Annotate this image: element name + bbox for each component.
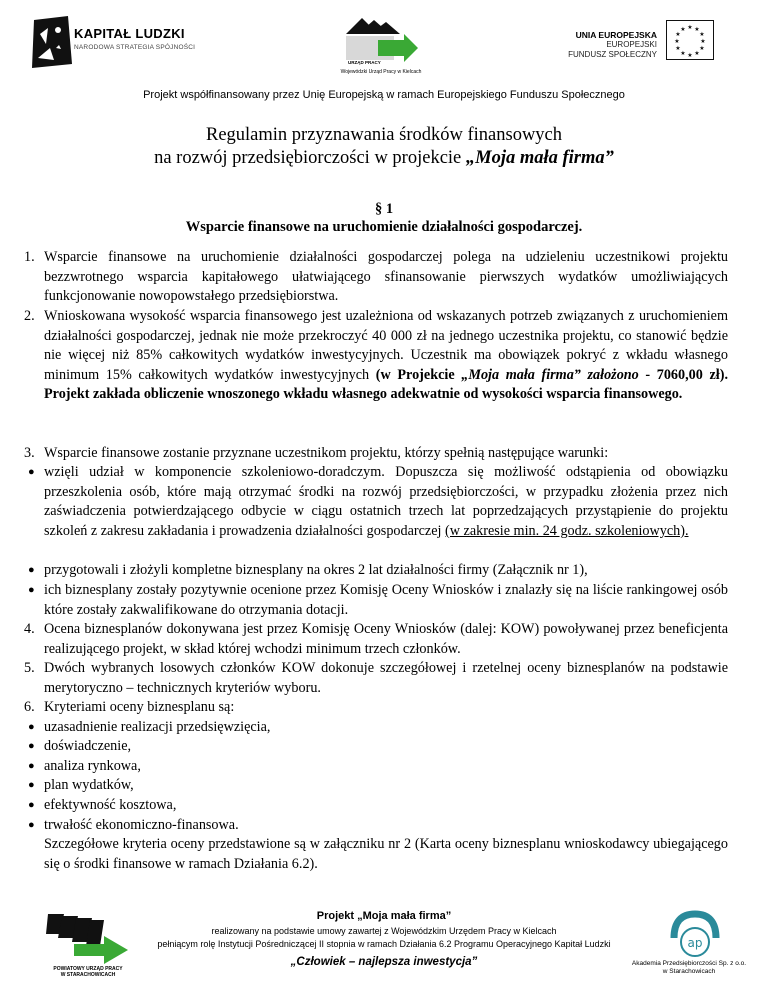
paragraph-3: Wsparcie finansowe zostanie przyznane uczestnikom projektu, którzy spełnią następujące warunki: [44, 445, 609, 461]
condition-1-text: wzięli udział w komponencie szkoleniowo-doradczym. Dopuszcza się możliwość odstąpienia od obowiązku przeszkolenia osób, które mają otrzymać środki na rozwój przedsiębiorczości, w przypadku złożenia przez nich zaświadczenia potwierdzającego odbycie w ciągu ostatnich trzech lat poprzedzających przystąpienie do projektu szkoleń z zakresu zakładania i prowadzenia działalności gospodarczej [44, 464, 728, 539]
paragraph-2-text: Wnioskowana wysokość wsparcia finansowego jest uzależniona od wskazanych potrzeb związanych z uruchomieniem działalności gospodarczej, jednak nie może przekroczyć 40 000 zł na jednego uczestnika projektu, co stanowić będzie nie więcej niż 85% całkowitych wydatków inwestycyjnych. Uczestnik ma obowiązek pokryć z wkładu własnego minimum 15% całkowitych wydatków inwestycyjnych [44, 308, 728, 383]
eu-fund-line2: FUNDUSZ SPOŁECZNY [568, 50, 657, 59]
item-marker-2: 2. [24, 308, 35, 324]
section-heading: Wsparcie finansowe na uruchomienie działalności gospodarczej. [185, 219, 583, 235]
item-marker-1: 1. [24, 249, 35, 265]
condition-1 [44, 463, 728, 541]
bullet-icon: ● [28, 779, 35, 791]
cofinance-note: Projekt współfinansowany przez Unię Europejską w ramach Europejskiego Funduszu Społecznego [143, 89, 625, 101]
eu-title: UNIA EUROPEJSKA [575, 30, 657, 40]
svg-text:★: ★ [699, 45, 705, 52]
kapital-ludzki-title: KAPITAŁ LUDZKI [74, 26, 185, 41]
title-line2 [40, 147, 728, 170]
wup-caption: Wojewódzki Urząd Pracy w Kielcach [340, 69, 422, 75]
bullet-icon: ● [28, 584, 35, 596]
paragraph-4: Ocena biznesplanów dokonywana jest przez Komisję Oceny Wniosków (dalej: KOW) powoływanej przez beneficjenta realizującego projekt, w skład której wchodzi minimum trzech członków. [44, 621, 728, 657]
svg-text:★: ★ [675, 31, 681, 38]
pup-caption-line2: W STARACHOWICACH [60, 972, 116, 978]
condition-2: przygotowali i złożyli kompletne biznesplany na okres 2 lat działalności firmy (Załącznik nr 1), [44, 562, 588, 578]
criterion-item: uzasadnienie realizacji przedsięwzięcia, [44, 719, 271, 735]
svg-text:★: ★ [675, 45, 681, 52]
item-marker-3: 3. [24, 445, 35, 461]
eu-fund [555, 40, 657, 60]
criterion-item: plan wydatków, [44, 777, 134, 793]
item-marker-4: 4. [24, 621, 35, 637]
svg-text:★: ★ [687, 52, 693, 59]
criterion-item: doświadczenie, [44, 738, 132, 754]
adp-logo [668, 908, 722, 960]
footer-line1: realizowany na podstawie umowy zawartej z Wojewódzkim Urzędem Pracy w Kielcach [211, 926, 557, 936]
paragraph-2-bold-a: (w Projekcie [375, 366, 462, 383]
svg-text:★: ★ [699, 31, 705, 38]
footer-slogan: „Człowiek – najlepsza inwestycja” [290, 956, 478, 968]
eu-fund-line1: EUROPEJSKI [606, 40, 657, 49]
eu-flag-icon [666, 20, 714, 60]
adp-caption-line2: w Starachowicach [662, 968, 716, 975]
footer-line2: pełniącym rolę Instytucji Pośredniczącej II stopnia w ramach Działania 6.2 Programu Operacyjnego Kapitał Ludzki [157, 939, 611, 949]
svg-text:★: ★ [680, 26, 686, 33]
bullet-icon: ● [28, 466, 35, 478]
paragraph-6: Kryteriami oceny biznesplanu są: [44, 699, 235, 715]
item-marker-5: 5. [24, 660, 35, 676]
closing-paragraph: Szczegółowe kryteria oceny przedstawione są w załączniku nr 2 (Karta oceny biznesplanu wnioskodawcy ubiegającego się o środki finansowe w ramach Działania 6.2). [44, 836, 728, 872]
svg-text:★: ★ [687, 24, 693, 31]
paragraph-2 [44, 307, 728, 405]
bullet-icon: ● [28, 819, 35, 831]
item-marker-6: 6. [24, 699, 35, 715]
adp-caption-line1: Akademia Przedsiębiorczości Sp. z o.o. [631, 960, 747, 967]
svg-text:ap: ap [687, 936, 703, 950]
svg-text:★: ★ [680, 50, 686, 57]
document-title [40, 124, 728, 170]
bullet-icon: ● [28, 740, 35, 752]
criterion-item: efektywność kosztowa, [44, 797, 177, 813]
bullet-icon: ● [28, 721, 35, 733]
svg-text:★: ★ [700, 38, 706, 45]
title-line1: Regulamin przyznawania środków finansowych [205, 125, 563, 145]
paragraph-2-bold-b: - 7060,00 zł). Projekt zakłada obliczenie wnoszonego wkładu własnego adekwatnie od wysokości wsparcia finansowego. [44, 366, 728, 403]
title-project-name: „Moja mała firma” [465, 148, 614, 168]
paragraph-2-bold-italic: „Moja mała firma” założono [461, 366, 639, 383]
kapital-ludzki-subtitle: NARODOWA STRATEGIA SPÓJNOŚCI [74, 44, 196, 51]
condition-1-underline: (w zakresie min. 24 godz. szkoleniowych). [445, 522, 689, 539]
kapital-ludzki-logo [28, 14, 198, 72]
criterion-item: trwałość ekonomiczno-finansowa. [44, 817, 239, 833]
bullet-icon: ● [28, 564, 35, 576]
bullet-icon: ● [28, 760, 35, 772]
paragraph-1: Wsparcie finansowe na uruchomienie działalności gospodarczej polega na udzieleniu uczestnikowi projektu bezzwrotnego wsparcia kapitałowego ułatwiającego sfinansowanie pierwszych wydatków umożliwiających funkcjonowanie nowopowstałego przedsiębiorstwa. [44, 249, 728, 305]
footer-project: Projekt „Moja mała firma” [316, 910, 452, 922]
bullet-icon: ● [28, 799, 35, 811]
svg-text:★: ★ [694, 50, 700, 57]
condition-3: ich biznesplany zostały pozytywnie ocenione przez Komisję Oceny Wniosków i znalazły się na liście rankingowej osób które zostały zakwalifikowane do otrzymania dotacji. [44, 582, 728, 618]
adp-caption [614, 960, 764, 976]
svg-text:★: ★ [674, 38, 680, 45]
svg-text:★: ★ [694, 26, 700, 33]
pup-caption-line1: POWIATOWY URZĄD PRACY [53, 966, 123, 972]
section-number: § 1 [374, 201, 394, 217]
paragraph-5: Dwóch wybranych losowych członków KOW dokonuje szczegółowej i rzetelnej oceny biznesplanów na podstawie merytoryczno – technicznych kryteriów wyboru. [44, 660, 728, 696]
wup-label: URZĄD PRACY [348, 60, 381, 65]
title-line2-prefix: na rozwój przedsiębiorczości w projekcie [154, 148, 466, 168]
criterion-item: analiza rynkowa, [44, 758, 141, 774]
